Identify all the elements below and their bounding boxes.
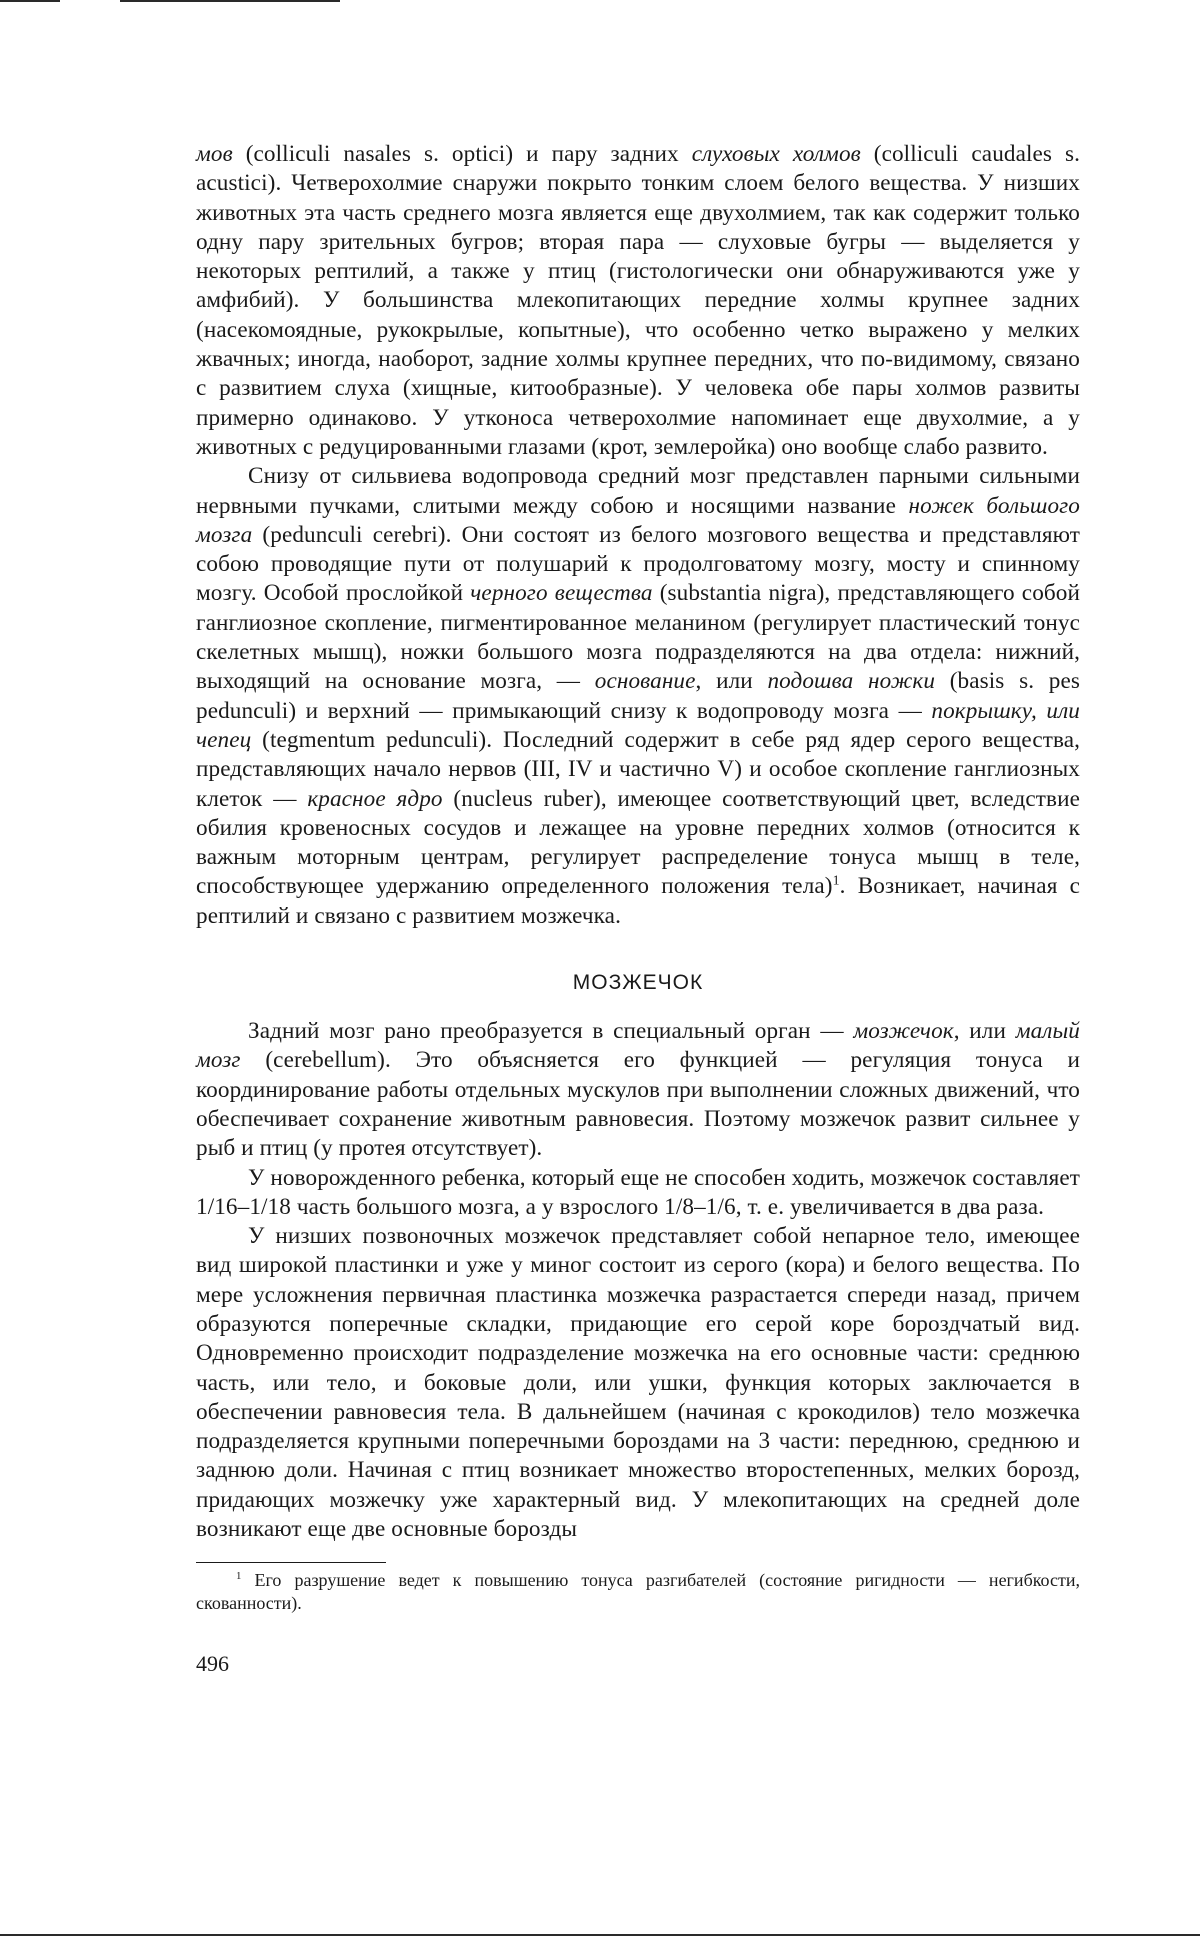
text-run: , или — [695, 668, 768, 695]
scan-edge-rule — [0, 0, 60, 2]
paragraph-newborn — [196, 1164, 1080, 1223]
text-run: Снизу от сильвиева водопровода средний мозг представлен парными сильными нервными пучками, слитыми между собою и носящими название — [196, 463, 1080, 519]
italic-term: мозжечок — [853, 1018, 954, 1045]
scan-edge-rule — [0, 1934, 1200, 1936]
text-run: (nucleus ruber), имеющее соответствующий цвет, вследствие обилия кровеносных сосудов и лежащее на уровне передних холмов (относится к важным моторным центрам, регулирует распределение тонуса мышц в теле, способствующее удержанию определенного положения тела) — [196, 785, 1080, 900]
text-run: (cerebellum). Это объясняется его функцией — регуляция тонуса и координирование работы отдельных мускулов при выполнении сложных движений, что обеспечивает сохранение животным равновесия. Поэтому мозжечок развит сильнее у рыб и птиц (у протея отсутствует). — [196, 1047, 1080, 1162]
italic-term: мов — [196, 141, 233, 167]
paragraph-cerebellum-intro — [196, 1017, 1080, 1163]
italic-term: подошва ножки — [767, 668, 936, 695]
footnote-text: Его разрушение ведет к повышению тонуса разгибателей (состояние ригидности — негибкости, скованности). — [196, 1570, 1080, 1614]
text-run: (pedunculi cerebri). Они состоят из белого мозгового вещества и представляют собою проводящие пути от полушарий к продолговатому мозгу, мосту и спинному мозгу. Особой прослойкой — [196, 521, 1080, 607]
text-run: (colliculi caudales s. acustici). Четверохолмие снаружи покрыто тонким слоем белого вещества. У низших животных эта часть среднего мозга является еще двухолмием, так как содержит только одну пару зрительных бугров; вторая пара — слуховые бугры — выделяется у некоторых рептилий, а также у птиц (гистологически они обнаруживаются уже у амфибий). У большинства млекопитающих передние холмы крупнее задних (насекомоядные, рукокрылые, копытные), что особенно четко выражено у мелких жвачных; иногда, наоборот, задние холмы крупнее передних, что по-видимому, связано с развитием слуха (хищные, китообразные). У человека обе пары холмов развиты примерно одинаково. У утконоса четверохолмие напоминает еще двухолмие, а у животных с редуцированными глазами (крот, землеройка) оно вообще слабо развито. — [196, 141, 1080, 460]
text-run: У низших позвоночных мозжечок представляет собой непарное тело, имеющее вид широкой пластинки и уже у миног состоит из серого (кора) и белого вещества. По мере усложнения первичная пластинка мозжечка разрастается спереди назад, причем образуются поперечные складки, придающие его серой коре бороздчатый вид. Одновременно происходит подразделение мозжечка на его основные части: среднюю часть, или тело, и боковые доли, или ушки, функция которых заключается в обеспечении равновесия тела. В дальнейшем (начиная с крокодилов) тело мозжечка подразделяется крупными поперечными бороздами на 3 части: переднюю, среднюю и заднюю доли. Начиная с птиц возникает множество второстепенных, мелких борозд, придающих мозжечку уже характерный вид. У млекопитающих на средней доле возникают еще две основные борозды — [196, 1223, 1080, 1543]
text-run: (colliculi nasales s. optici) и пару задних — [232, 141, 692, 167]
text-run: Задний мозг рано преобразуется в специальный орган — — [248, 1018, 854, 1045]
book-page — [196, 140, 1080, 1677]
text-run: часть большого мозга, а у взрослого — [290, 1193, 665, 1220]
italic-term: основание — [594, 668, 696, 695]
text-run: , или — [953, 1018, 1016, 1045]
italic-term: слуховых холмов — [691, 141, 861, 167]
page-number: 496 — [196, 1651, 229, 1677]
footnote-ref: 1 — [832, 873, 840, 889]
fraction: 1/8–1/6 — [664, 1193, 736, 1220]
italic-term: красное ядро — [307, 785, 443, 812]
text-run: . Возникает, начиная с рептилий и связано с развитием мозжечка. — [196, 873, 1081, 929]
italic-term: малый мозг — [196, 1018, 1080, 1074]
footnote — [196, 1569, 1080, 1615]
section-title: МОЗЖЕЧОК — [572, 971, 704, 995]
paragraph-pedunculi — [196, 462, 1080, 931]
fraction: 1/16–1/18 — [196, 1193, 291, 1220]
text-run: (tegmentum pedunculi). Последний содержит в себе ряд ядер серого вещества, представляющих начало нервов (III, IV и частично V) и особое скопление ганглиозных клеток — — [196, 726, 1080, 812]
footnote-mark: 1 — [236, 1570, 242, 1583]
text-run: , т. е. увеличивается в два раза. — [735, 1193, 1045, 1220]
italic-term: ножек большого мозга — [196, 492, 1080, 548]
paragraph-lower-vertebrates — [196, 1222, 1080, 1544]
paragraph-colliculi — [196, 140, 1080, 462]
scan-edge-rule — [120, 0, 340, 2]
italic-term: черного вещества — [470, 580, 653, 607]
text-run: У новорожденного ребенка, который еще не способен ходить, мозжечок составляет — [248, 1164, 1080, 1191]
text-run: (basis s. pes pedunculi) и верхний — примыкающий снизу к водопроводу мозга — — [196, 668, 1080, 724]
text-run: (substantia nigra), представляющего собой ганглиозное скопление, пигментированное меланином (регулирует пластический тонус скелетных мышц), ножки большого мозга подразделяются на два отдела: нижний, выходящий на основание мозга, — — [196, 580, 1080, 695]
footnote-rule — [196, 1562, 386, 1563]
italic-term: покрышку, или чепец — [196, 697, 1080, 753]
